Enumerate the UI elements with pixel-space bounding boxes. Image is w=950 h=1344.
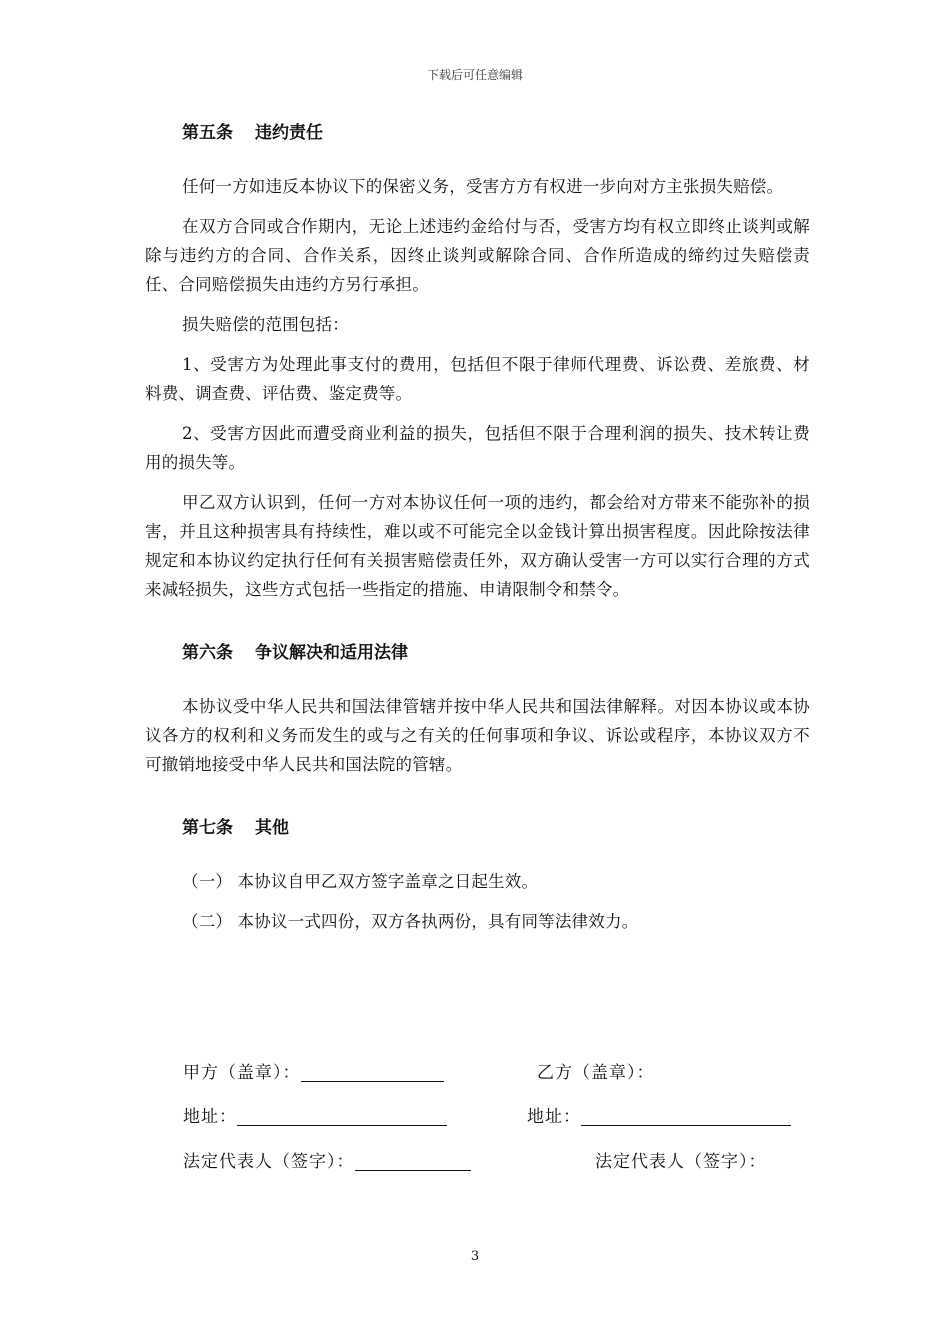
section-6-paragraph: 本协议受中华人民共和国法律管辖并按中华人民共和国法律解释。对因本协议或本协议各方的权利和义务而发生的或与之有关的任何事项和争议、诉讼或程序，本协议双方不可撤销地接受中华人民共和国法院的管辖。 (145, 697, 810, 774)
section-5-paragraph: 在双方合同或合作期内，无论上述违约金给付与否，受害方均有权立即终止谈判或解除与违约方的合同、合作关系，因终止谈判或解除合同、合作所造成的缔约过失赔偿责任、合同赔偿损失由违约方另行承担。 (145, 217, 810, 294)
section-5-paragraph: 甲乙双方认识到，任何一方对本协议任何一项的违约，都会给对方带来不能弥补的损害，并且这种损害具有持续性，难以或不可能完全以金钱计算出损害程度。因此除按法律规定和本协议约定执行任何有关损害赔偿责任外，双方确认受害一方可以实行合理的方式来减轻损失，这些方式包括一些指定的措施、申请限制令和禁令。 (145, 493, 810, 599)
party-b-address-line[interactable] (581, 1107, 791, 1126)
section-5-heading (145, 118, 810, 148)
page-header: 下载后可任意编辑 (426, 68, 523, 82)
section-7-item: （二） 本协议一式四份，双方各执两份，具有同等法律效力。 (182, 912, 639, 931)
signature-row-seal (183, 1058, 823, 1083)
document-body (145, 118, 810, 936)
section-5-paragraph: 损失赔偿的范围包括： (182, 315, 349, 334)
section-5-paragraph: 1、受害方为处理此事支付的费用，包括但不限于律师代理费、诉讼费、差旅费、材料费、调查费、评估费、鉴定费等。 (145, 355, 810, 403)
party-b-rep-label: 法定代表人（签字）： (595, 1152, 767, 1172)
party-b-address-group (527, 1102, 791, 1127)
party-b-seal-label: 乙方（盖章）： (537, 1063, 655, 1083)
party-a-seal-line[interactable] (301, 1063, 444, 1082)
section-7-heading (145, 813, 810, 843)
page-number: 3 (470, 1249, 480, 1264)
section-5-paragraph: 2、受害方因此而遭受商业利益的损失，包括但不限于合理利润的损失、技术转让费用的损失等。 (145, 424, 810, 472)
signature-row-address (183, 1102, 823, 1127)
section-7-title: 其他 (255, 818, 289, 838)
section-5-title: 违约责任 (255, 123, 323, 143)
party-a-address-line[interactable] (237, 1107, 447, 1126)
party-a-rep-line[interactable] (355, 1152, 471, 1171)
party-a-rep-label: 法定代表人（签字）： (183, 1152, 355, 1172)
party-a-seal-label: 甲方（盖章）： (183, 1063, 301, 1083)
party-b-address-label: 地址： (527, 1107, 581, 1127)
section-7-number: 第七条 (182, 818, 233, 838)
section-5-paragraph: 任何一方如违反本协议下的保密义务，受害方方有权进一步向对方主张损失赔偿。 (182, 177, 784, 196)
section-6-title: 争议解决和适用法律 (255, 643, 408, 663)
section-6-number: 第六条 (182, 643, 233, 663)
party-a-address-label: 地址： (183, 1107, 237, 1127)
section-7-item: （一） 本协议自甲乙双方签字盖章之日起生效。 (182, 872, 539, 891)
signature-row-representative (183, 1147, 823, 1172)
section-6-heading (145, 638, 810, 668)
section-5-number: 第五条 (182, 123, 233, 143)
